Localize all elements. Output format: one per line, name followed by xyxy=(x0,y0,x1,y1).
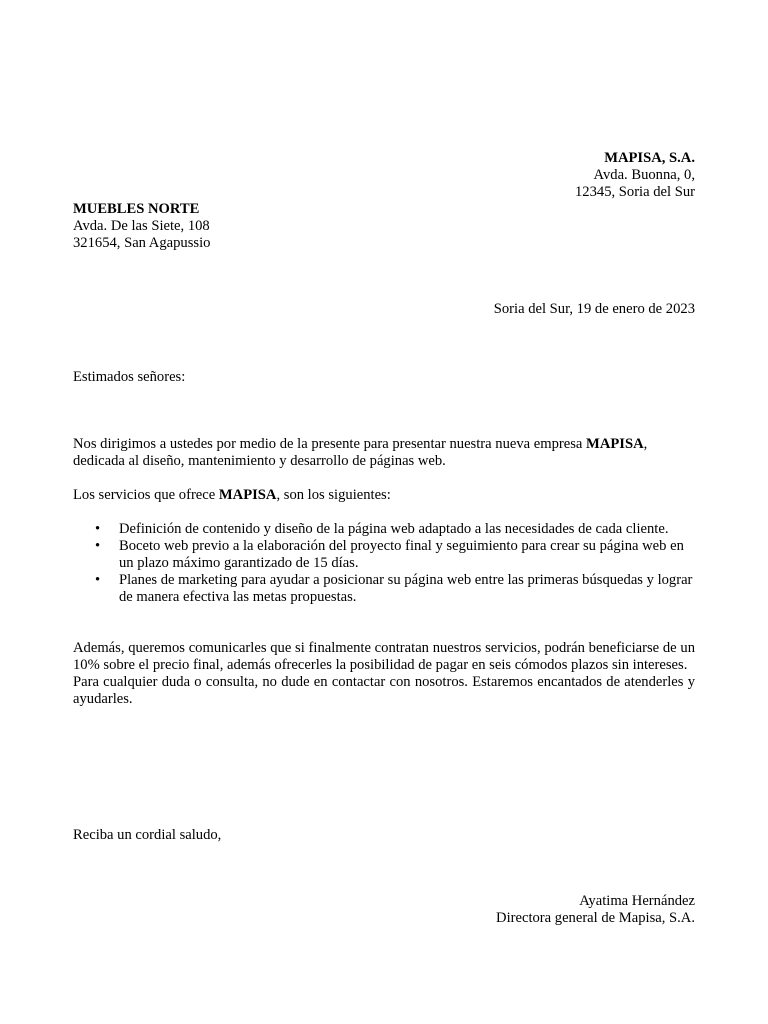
bullet-icon: • xyxy=(95,538,101,554)
recipient-address: Avda. De las Siete, 108 xyxy=(73,218,210,234)
services-intro-before: Los servicios que ofrece xyxy=(73,487,219,503)
intro-text-after: , dedicada al diseño, mantenimiento y desarrollo de páginas web. xyxy=(73,436,648,469)
intro-company: MAPISA xyxy=(586,436,644,452)
greeting-line xyxy=(73,369,695,386)
signature-block xyxy=(73,893,695,927)
services-intro-company: MAPISA xyxy=(218,487,277,503)
sender-name: MAPISA, S.A. xyxy=(604,150,695,166)
sender-block xyxy=(73,150,695,201)
list-item xyxy=(73,572,695,606)
contact-paragraph: Para cualquier duda o consulta, no dude en contactar con nosotros. Estaremos encantados de atenderles y ayudarles. xyxy=(73,674,695,707)
greeting: Estimados señores: xyxy=(73,369,186,385)
service-text: Planes de marketing para ayudar a posicionar su página web entre las primeras búsquedas y lograr de manera efectiva las metas propuestas. xyxy=(119,572,693,605)
services-list-block xyxy=(73,521,695,606)
date-line xyxy=(73,301,695,318)
service-text: Definición de contenido y diseño de la página web adaptado a las necesidades de cada cliente. xyxy=(119,521,669,537)
list-item xyxy=(73,538,695,572)
sender-city: 12345, Soria del Sur xyxy=(575,184,695,200)
closing-line xyxy=(73,827,695,844)
bullet-icon: • xyxy=(95,572,101,588)
signature-name: Ayatima Hernández xyxy=(579,893,695,909)
recipient-block xyxy=(73,201,695,252)
services-intro-text xyxy=(73,487,695,504)
closing: Reciba un cordial saludo, xyxy=(73,827,222,843)
letter-date: Soria del Sur, 19 de enero de 2023 xyxy=(493,301,695,317)
services-intro-after: , son los siguientes: xyxy=(276,487,391,503)
list-item xyxy=(73,521,695,538)
offer-block xyxy=(73,640,695,708)
recipient-name: MUEBLES NORTE xyxy=(73,201,200,217)
intro-text-before: Nos dirigimos a ustedes por medio de la presente para presentar nuestra nueva empresa xyxy=(73,436,587,452)
service-text: Boceto web previo a la elaboración del proyecto final y seguimiento para crear su página web en un plazo máximo garantizado de 15 días. xyxy=(119,538,684,571)
offer-paragraph: Además, queremos comunicarles que si finalmente contratan nuestros servicios, podrán beneficiarse de un 10% sobre el precio final, además ofrecerles la posibilidad de pagar en seis cómodos plazos sin intereses. xyxy=(73,640,695,673)
sender-address: Avda. Buonna, 0, xyxy=(593,167,695,183)
intro-paragraph xyxy=(73,436,695,470)
signature-title: Directora general de Mapisa, S.A. xyxy=(496,910,695,926)
bullet-icon: • xyxy=(95,521,101,537)
services-list xyxy=(73,521,695,606)
services-intro-paragraph xyxy=(73,487,695,504)
recipient-city: 321654, San Agapussio xyxy=(73,235,211,251)
intro-text xyxy=(73,436,695,470)
